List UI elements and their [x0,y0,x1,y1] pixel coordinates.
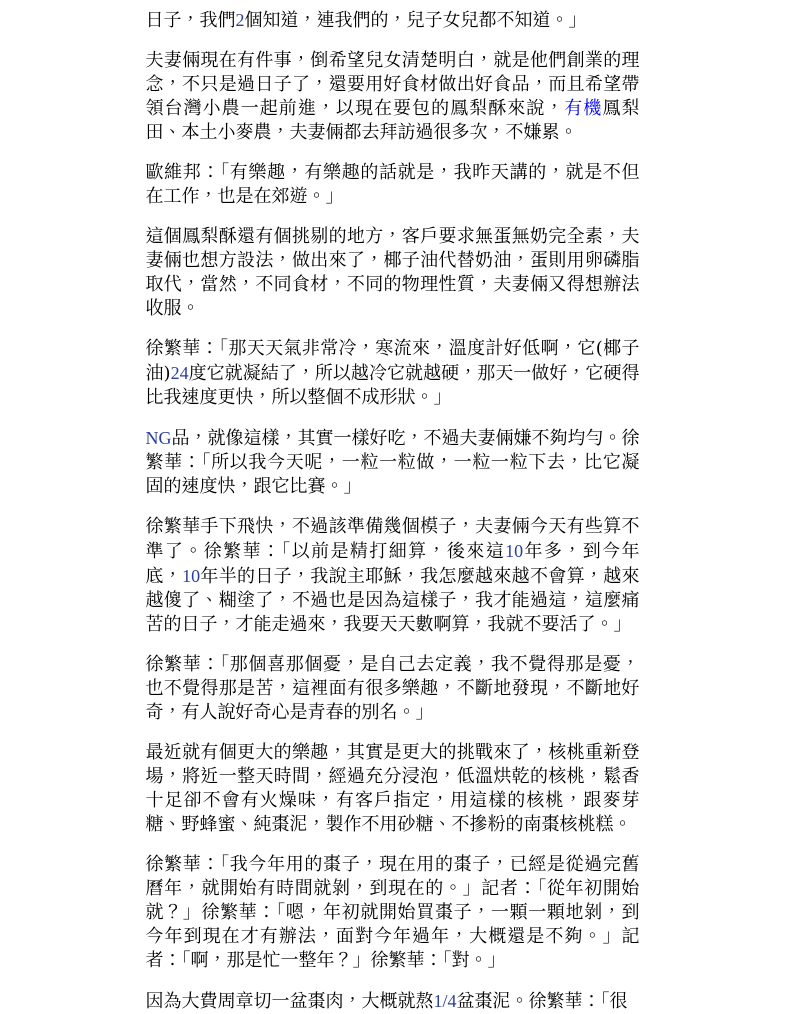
paragraph-text: 因為大費周章切一盆棗肉，大概就熬1/4盆棗泥。徐繁華：「很 [145,991,628,1012]
organic-pineapple-link[interactable]: 有機 [564,98,603,119]
paragraph-text: NG品，就像這樣，其實一樣好吃，不過夫妻倆嫌不夠均勻。徐繁華：「所以我今天呢，一粒一粒做，一粒一粒下去，比它凝固的速度快，跟它比賽。」 [145,428,640,497]
article-paragraph [146,225,640,321]
paragraph-text: 徐繁華：「那個喜那個憂，是自己去定義，我不覺得那是憂，也不覺得那是苦，這裡面有很多樂趣，不斷地發現，不斷地好奇，有人說好奇心是青春的別名。」 [145,654,640,723]
article-paragraph [146,8,640,33]
latin-text: NG [145,428,172,448]
paragraph-text: 夫妻倆現在有件事，倒希望兒女清楚明白，就是他們創業的理念，不只是過日子了，還要用好食材做出好食品，而且希望帶領台灣小農一起前進，以現在要包的鳳梨酥來說， [145,50,640,119]
latin-text: 24 [170,363,189,383]
paragraph-text: 鳳梨田、本土小麥農，夫妻倆都去拜訪過很多次，不嫌累。 [145,98,640,143]
paragraph-text: 徐繁華手下飛快，不過該準備幾個模子，夫妻倆今天有些算不準了。徐繁華：「以前是精打細算，後來這10年多，到今年底，10年半的日子，我說主耶穌，我怎麼越來越不會算，越來越傻了、糊塗了，不過也是因為這樣子，我才能過這，這麼痛苦的日子，才能走過來，我要天天數啊算，我就不要活了。」 [145,516,640,635]
article-paragraph [146,853,640,973]
article-paragraph [146,741,640,837]
latin-text: 1/4 [433,991,457,1011]
paragraph-text: 日子，我們2個知道，連我們的，兒子女兒都不知道。」 [145,10,587,31]
paragraph-text: 徐繁華：「我今年用的棗子，現在用的棗子，已經是從過完舊曆年，就開始有時間就剝，到現在的。」記者：「從年初開始就？」徐繁華：「嗯，年初就開始買棗子，一顆一顆地剝，到今年到現在才有辦法，面對今年過年，大概還是不夠。」記者：「啊，那是忙一整年？」徐繁華：「對。」 [145,854,640,971]
article-paragraph [146,653,640,725]
latin-text: 10 [182,566,201,586]
article-paragraph [146,161,640,209]
latin-text: 2 [235,10,245,30]
article-paragraph [146,426,640,499]
article-paragraph [146,515,640,637]
paragraph-text: 最近就有個更大的樂趣，其實是更大的挑戰來了，核桃重新登場，將近一整天時間，經過充分浸泡，低溫烘乾的核桃，鬆香十足卻不會有火燥味，有客戶指定，用這樣的核桃，跟麥芽糖、野蜂蜜、純棗泥，製作不用砂糖、不摻粉的南棗核桃糕。 [145,742,640,835]
paragraph-text: 這個鳳梨酥還有個挑剔的地方，客戶要求無蛋無奶完全素，夫妻倆也想方設法，做出來了，椰子油代替奶油，蛋則用卵磷脂取代，當然，不同食材，不同的物理性質，夫妻倆又得想辦法收服。 [145,226,640,319]
article-paragraph [146,49,640,145]
article-paragraph [146,337,640,410]
paragraph-text: 徐繁華：「那天天氣非常冷，寒流來，溫度計好低啊，它(椰子油)24度它就凝結了，所以越冷它就越硬，那天一做好，它硬得比我速度更快，所以整個不成形狀。」 [145,338,640,408]
latin-text: 10 [505,541,524,561]
article-body [146,0,640,1014]
article-paragraph [146,989,640,1014]
paragraph-text: 歐維邦：「有樂趣，有樂趣的話就是，我昨天講的，就是不但在工作，也是在郊遊。」 [145,162,640,207]
